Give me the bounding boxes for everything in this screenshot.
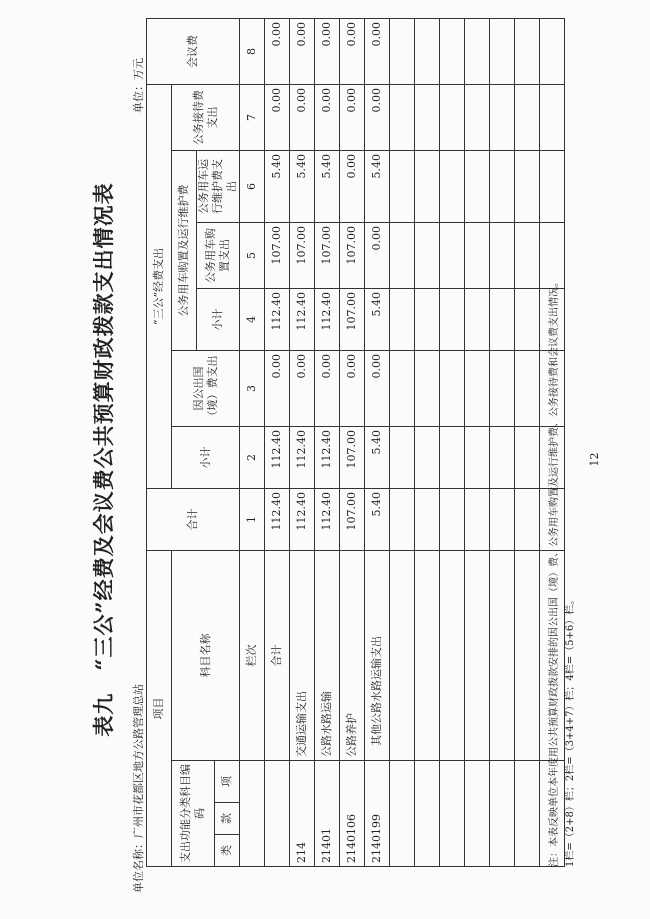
- value-cell: 0.00: [265, 84, 290, 150]
- empty-cell: [440, 289, 465, 351]
- currency-unit: 单位：万元: [132, 58, 145, 113]
- empty-cell: [515, 289, 540, 351]
- empty-cell: [465, 151, 490, 223]
- value-cell: 0.00: [340, 18, 365, 84]
- subject-name-header: 科目名称: [172, 551, 240, 761]
- vehicle-run-header: 公务用车运行维护费支出: [197, 151, 240, 223]
- value-cell: 107.00: [315, 223, 340, 289]
- value-cell: 5.40: [315, 151, 340, 223]
- value-cell: 112.40: [315, 427, 340, 489]
- value-cell: 0.00: [340, 351, 365, 427]
- empty-cell: [515, 18, 540, 84]
- empty-cell: [390, 151, 415, 223]
- empty-cell: [440, 18, 465, 84]
- empty-row: [465, 18, 490, 866]
- empty-cell: [440, 351, 465, 427]
- empty-cell: [390, 427, 415, 489]
- vehicle-subtotal-header: 小计: [197, 289, 240, 351]
- empty-cell: [490, 289, 515, 351]
- empty-cell: [490, 761, 515, 867]
- value-cell: 0.00: [315, 84, 340, 150]
- subject-name-cell: 公路养护: [340, 551, 365, 761]
- empty-cell: [390, 551, 415, 761]
- empty-cell: [465, 223, 490, 289]
- empty-cell: [465, 84, 490, 150]
- empty-cell: [440, 223, 465, 289]
- value-cell: 5.40: [265, 151, 290, 223]
- empty-cell: [490, 551, 515, 761]
- empty-cell: [415, 427, 440, 489]
- empty-cell: [415, 551, 440, 761]
- col-num-3: 3: [240, 351, 265, 427]
- value-cell: 0.00: [265, 351, 290, 427]
- value-cell: 107.00: [340, 427, 365, 489]
- col-num-8: 8: [240, 18, 265, 84]
- vehicle-purchase-header: 公务用车购置支出: [197, 223, 240, 289]
- data-rows: [265, 18, 565, 866]
- vehicle-header: 公务用车购置及运行维护费: [172, 151, 197, 351]
- empty-cell: [390, 18, 415, 84]
- empty-cell: [490, 427, 515, 489]
- empty-cell: [515, 151, 540, 223]
- empty-cell: [490, 489, 515, 551]
- empty-cell: [390, 84, 415, 150]
- empty-cell: [465, 551, 490, 761]
- empty-cell: [515, 351, 540, 427]
- empty-cell: [515, 427, 540, 489]
- col-num-4: 4: [240, 289, 265, 351]
- subject-code-cell: 2140199: [365, 761, 390, 867]
- col-num-7: 7: [240, 84, 265, 150]
- empty-cell: [390, 761, 415, 867]
- meeting-header: 会议费: [147, 18, 240, 84]
- subject-name-cell: 合计: [265, 551, 290, 761]
- total-header: 合计: [147, 489, 240, 551]
- empty-cell: [415, 151, 440, 223]
- table-title: 表九 “三公”经费及会议费公共预算财政拨款支出情况表: [91, 182, 116, 737]
- value-cell: 0.00: [315, 351, 340, 427]
- lei-header: 类: [215, 835, 240, 867]
- header-row-2: [172, 18, 197, 866]
- empty-row: [415, 18, 440, 866]
- empty-cell: [465, 489, 490, 551]
- empty-cell: [490, 223, 515, 289]
- value-cell: 107.00: [340, 289, 365, 351]
- table-row: [365, 18, 390, 866]
- value-cell: 0.00: [290, 84, 315, 150]
- value-cell: 107.00: [290, 223, 315, 289]
- empty-cell: [465, 289, 490, 351]
- value-cell: 0.00: [365, 18, 390, 84]
- reception-header: 公务接待费支出: [172, 84, 240, 150]
- value-cell: 0.00: [265, 18, 290, 84]
- value-cell: 0.00: [315, 18, 340, 84]
- subject-name-cell: 其他公路水路运输支出: [365, 551, 390, 761]
- value-cell: 5.40: [365, 151, 390, 223]
- empty-cell: [390, 489, 415, 551]
- empty-cell: [440, 427, 465, 489]
- empty-cell: [465, 351, 490, 427]
- empty-cell: [440, 151, 465, 223]
- value-cell: 112.40: [315, 489, 340, 551]
- empty-cell: [465, 761, 490, 867]
- expenditure-table: [146, 18, 565, 867]
- sangong-header: “三公”经费支出: [147, 84, 172, 488]
- value-cell: 0.00: [340, 151, 365, 223]
- empty-cell: [515, 761, 540, 867]
- subject-name-cell: 公路水路运输: [315, 551, 340, 761]
- empty-cell: [515, 551, 540, 761]
- value-cell: 112.40: [290, 427, 315, 489]
- empty-cell: [490, 351, 515, 427]
- empty-cell: [465, 427, 490, 489]
- empty-cell: [515, 84, 540, 150]
- abroad-header: 因公出国（境）费支出: [172, 351, 240, 427]
- empty-cell: [415, 18, 440, 84]
- value-cell: 5.40: [365, 489, 390, 551]
- empty-cell: [440, 84, 465, 150]
- empty-row: [515, 18, 540, 866]
- value-cell: 112.40: [290, 489, 315, 551]
- column-number-row: [240, 18, 265, 866]
- subject-code-cell: 21401: [315, 761, 340, 867]
- empty-cell: [465, 18, 490, 84]
- empty-cell: [490, 84, 515, 150]
- col-num-1: 1: [240, 489, 265, 551]
- empty-cell: [415, 84, 440, 150]
- empty-cell: [515, 489, 540, 551]
- value-cell: 0.00: [340, 84, 365, 150]
- value-cell: 0.00: [365, 351, 390, 427]
- empty-row: [490, 18, 515, 866]
- header-row-1: [147, 18, 172, 866]
- xiang-header: 项: [215, 761, 240, 803]
- empty-cell: [440, 761, 465, 867]
- empty-cell: [390, 289, 415, 351]
- value-cell: 107.00: [265, 223, 290, 289]
- value-cell: 0.00: [290, 351, 315, 427]
- subject-code-cell: [265, 761, 290, 867]
- empty-row: [390, 18, 415, 866]
- func-code-header: 支出功能分类科目编码: [172, 761, 215, 867]
- lanci-label: 栏次: [240, 551, 265, 761]
- subject-code-cell: 214: [290, 761, 315, 867]
- value-cell: 112.40: [265, 489, 290, 551]
- value-cell: 0.00: [365, 84, 390, 150]
- empty-cell: [540, 18, 565, 84]
- col-num-2: 2: [240, 427, 265, 489]
- value-cell: 5.40: [365, 289, 390, 351]
- value-cell: 5.40: [365, 427, 390, 489]
- table-row: [340, 18, 365, 866]
- kuan-header: 款: [215, 803, 240, 835]
- empty-cell: [490, 18, 515, 84]
- table-row: [265, 18, 290, 866]
- note-line-1: 注：本表反映单位本年度用公共预算财政拨款安排的因公出国（境）费、公务用车购置及运行维护费、公务接待费和会议费支出情况。: [549, 277, 560, 867]
- value-cell: 107.00: [340, 223, 365, 289]
- blank-cell: [240, 761, 265, 867]
- empty-cell: [515, 223, 540, 289]
- empty-cell: [540, 84, 565, 150]
- unit-name: 单位名称：广州市花都区地方公路管理总站: [132, 684, 145, 893]
- empty-cell: [390, 351, 415, 427]
- value-cell: 5.40: [290, 151, 315, 223]
- value-cell: 107.00: [340, 489, 365, 551]
- value-cell: 112.40: [265, 289, 290, 351]
- empty-cell: [490, 151, 515, 223]
- subtotal-header: 小计: [172, 427, 240, 489]
- value-cell: 112.40: [290, 289, 315, 351]
- empty-cell: [440, 489, 465, 551]
- value-cell: 0.00: [365, 223, 390, 289]
- subject-code-cell: 2140106: [340, 761, 365, 867]
- value-cell: 0.00: [290, 18, 315, 84]
- table-row: [290, 18, 315, 866]
- table-row: [315, 18, 340, 866]
- empty-cell: [415, 223, 440, 289]
- empty-cell: [440, 551, 465, 761]
- empty-cell: [415, 489, 440, 551]
- col-num-6: 6: [240, 151, 265, 223]
- subject-name-cell: 交通运输支出: [290, 551, 315, 761]
- page-number: 12: [588, 452, 601, 467]
- value-cell: 112.40: [315, 289, 340, 351]
- value-cell: 112.40: [265, 427, 290, 489]
- empty-row: [440, 18, 465, 866]
- empty-cell: [415, 351, 440, 427]
- empty-cell: [540, 151, 565, 223]
- project-header: 项目: [147, 551, 172, 867]
- note-line-2: 1栏=（2+8）栏；2栏=（3+4+7）栏；4栏=（5+6）栏。: [565, 594, 576, 867]
- col-num-5: 5: [240, 223, 265, 289]
- empty-cell: [415, 761, 440, 867]
- empty-cell: [390, 223, 415, 289]
- empty-cell: [415, 289, 440, 351]
